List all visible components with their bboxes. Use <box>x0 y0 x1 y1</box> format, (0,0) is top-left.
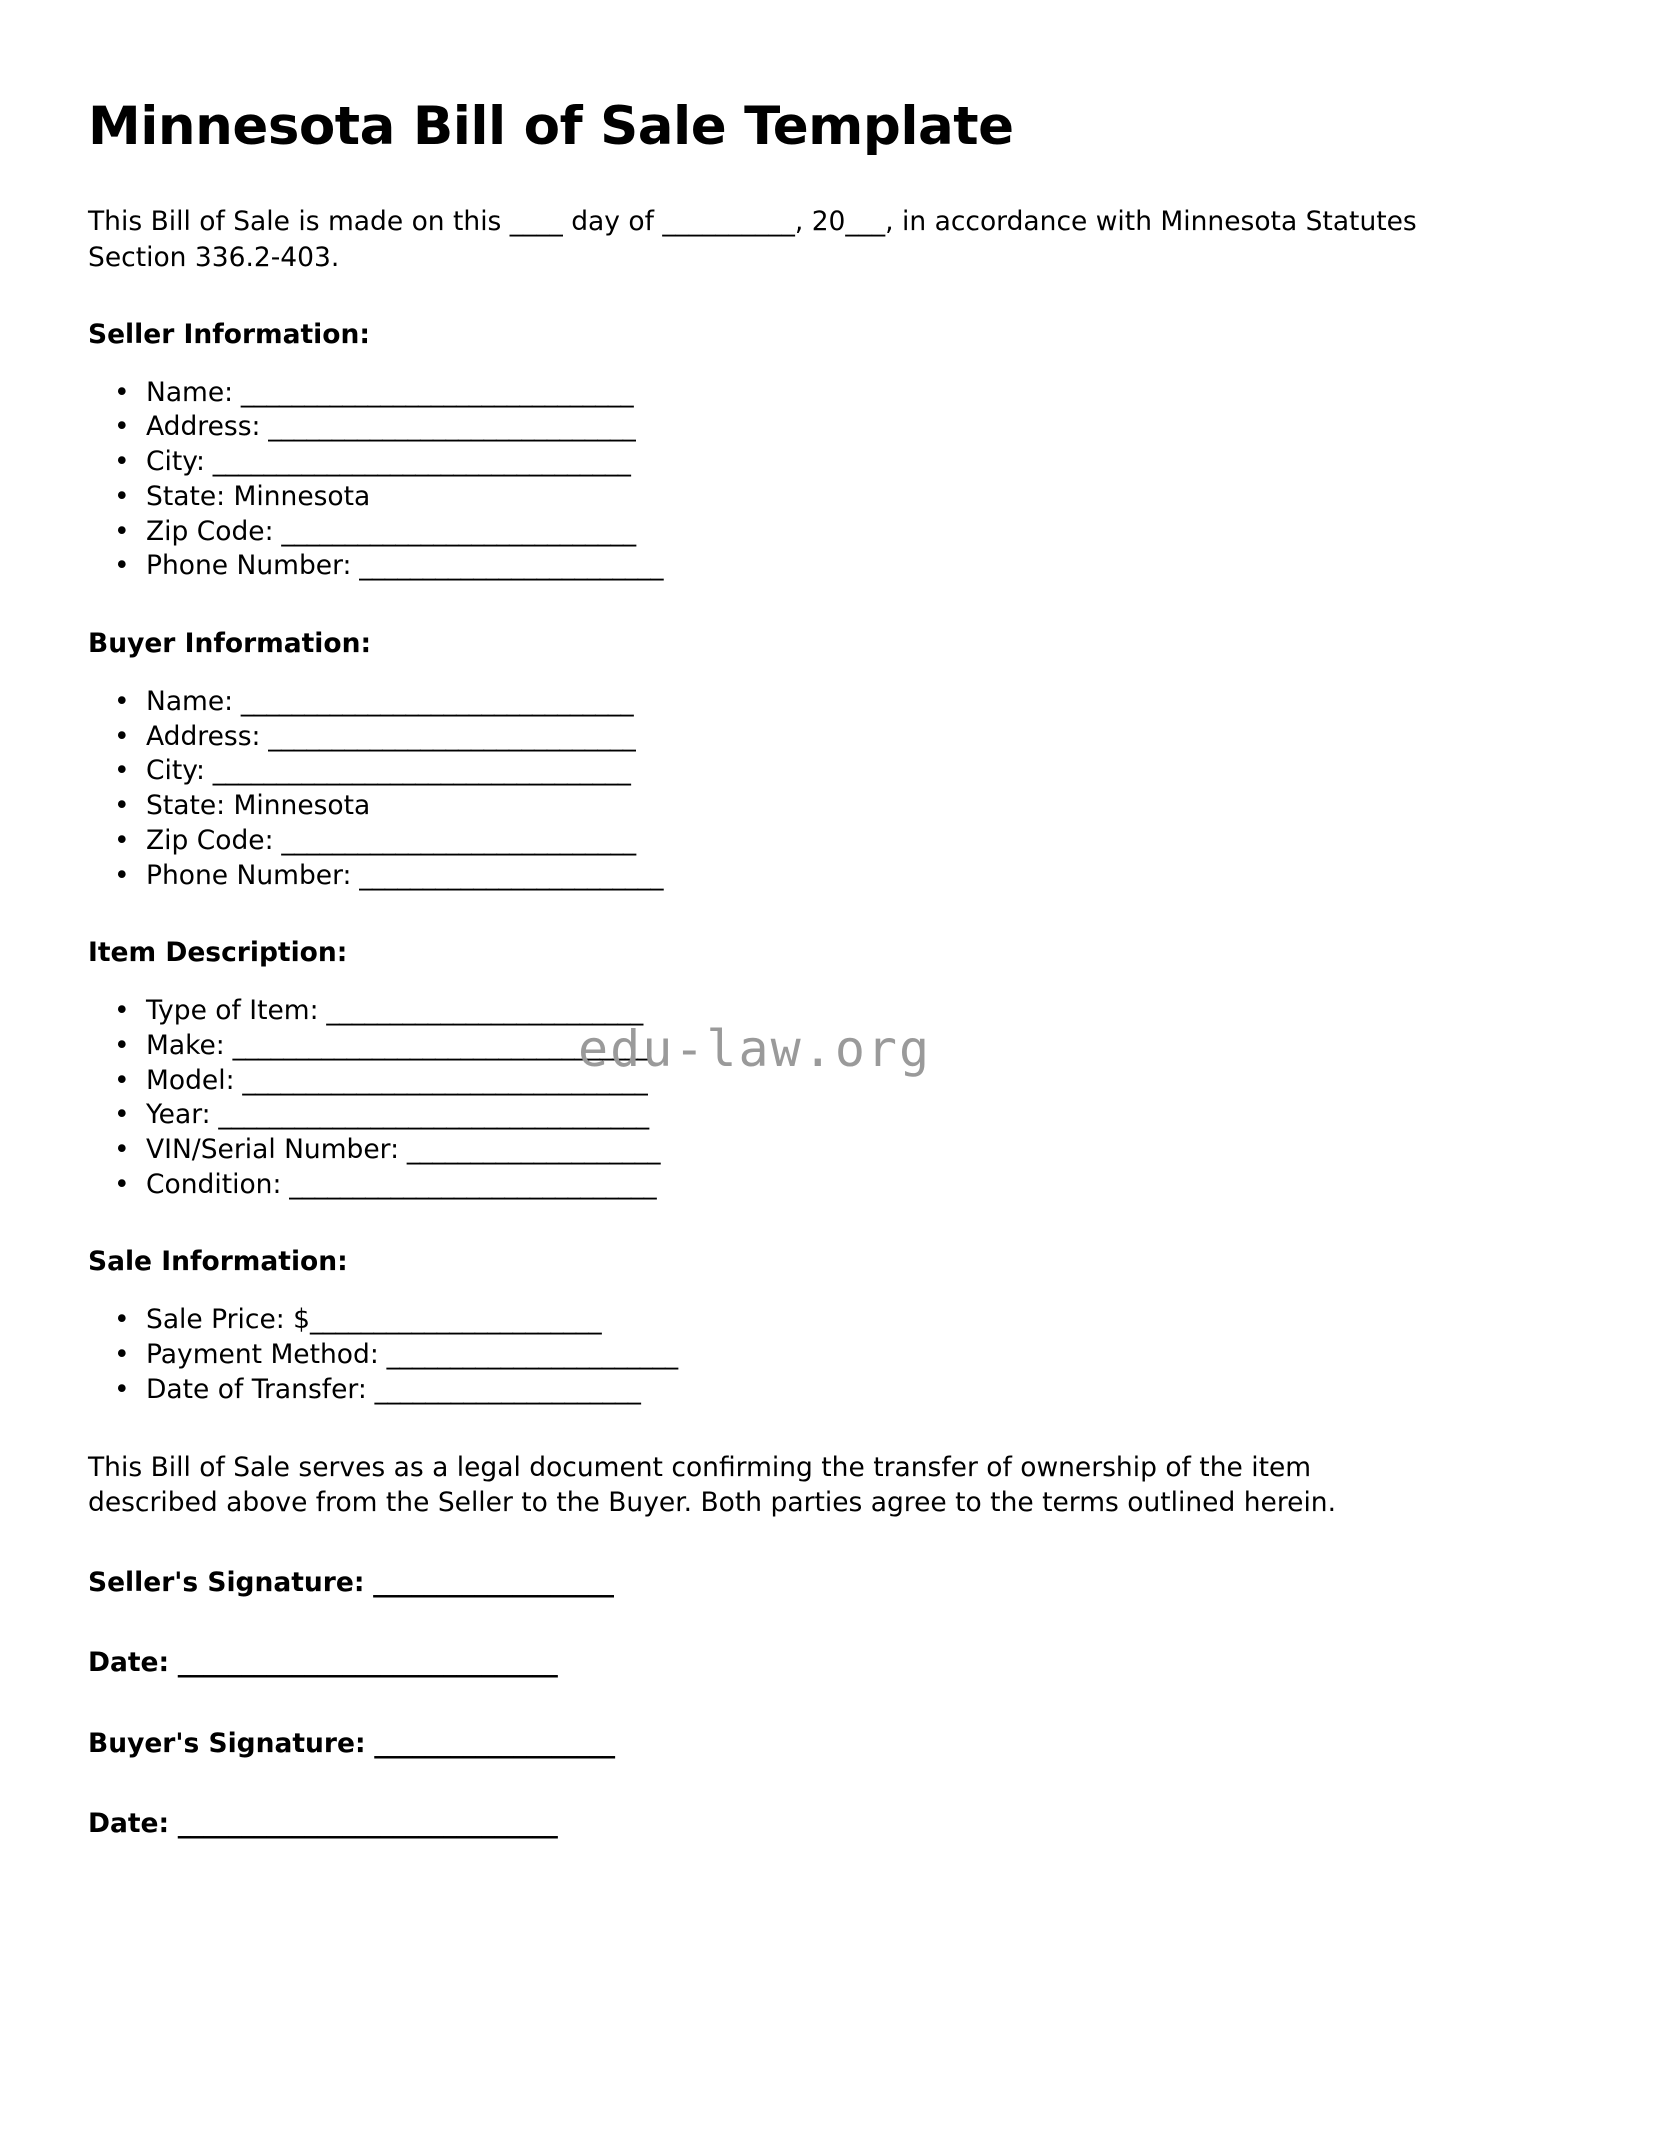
field-label: Payment Method: <box>146 1339 379 1371</box>
signature-block <box>88 1520 1548 1842</box>
field-label: Phone Number: <box>146 550 352 582</box>
signature-label: Buyer's Signature: <box>88 1727 366 1759</box>
sale-field-list <box>88 1277 1548 1407</box>
field-label: Zip Code: <box>146 515 274 547</box>
field-row <box>88 1029 1548 1064</box>
field-label: Model: <box>146 1064 235 1096</box>
field-label: Date of Transfer: <box>146 1373 367 1405</box>
field-row <box>88 720 1548 755</box>
field-row <box>88 1373 1548 1408</box>
field-row <box>88 685 1548 720</box>
field-label: State: <box>146 480 226 512</box>
field-row <box>88 1338 1548 1373</box>
field-blank[interactable]: _________________________________ <box>204 446 631 478</box>
field-row <box>88 824 1548 859</box>
signature-row <box>88 1761 1548 1841</box>
section-heading-item: Item Description: <box>88 937 348 969</box>
field-row <box>88 549 1548 584</box>
field-blank[interactable]: _____________________________ <box>281 1168 657 1200</box>
field-blank[interactable]: ________________________ <box>351 859 663 891</box>
field-label: Year: <box>146 1099 211 1131</box>
field-row <box>88 480 1548 515</box>
field-row <box>88 376 1548 411</box>
section-heading-seller: Seller Information: <box>88 318 370 350</box>
field-label: City: <box>146 446 205 478</box>
field-blank[interactable]: ____________________ <box>399 1134 660 1166</box>
field-row <box>88 445 1548 480</box>
field-blank[interactable]: ________________________________ <box>234 1064 648 1096</box>
field-label: State: <box>146 790 226 822</box>
field-blank[interactable]: ____________________________ <box>273 515 636 547</box>
field-row <box>88 754 1548 789</box>
field-label: Sale Price: $ <box>146 1304 311 1336</box>
signature-label: Date: <box>88 1808 170 1840</box>
field-blank[interactable]: _____________________ <box>366 1373 641 1405</box>
field-blank[interactable]: _______________________________ <box>233 376 634 408</box>
field-row <box>88 994 1548 1029</box>
closing-paragraph: This Bill of Sale serves as a legal document confirming the transfer of ownership of the item described above from the Seller to the Buyer. Both parties agree to the terms outlined herein. <box>88 1451 1337 1518</box>
field-row <box>88 1168 1548 1203</box>
field-blank[interactable]: _____________________________ <box>260 411 636 443</box>
signature-label: Date: <box>88 1647 170 1679</box>
field-label: Name: <box>146 685 234 717</box>
field-blank[interactable]: ________________________ <box>351 550 663 582</box>
site-watermark: edu-law.org <box>578 1020 932 1078</box>
signature-row <box>88 1600 1548 1680</box>
field-value: Minnesota <box>225 790 371 822</box>
field-label: Phone Number: <box>146 859 352 891</box>
field-label: Name: <box>146 376 234 408</box>
field-value: Minnesota <box>225 480 371 512</box>
signature-blank[interactable]: ______________________________ <box>169 1647 558 1679</box>
field-label: City: <box>146 755 205 787</box>
document-content <box>88 0 1548 1842</box>
field-label: Make: <box>146 1029 225 1061</box>
field-blank[interactable]: _______________________ <box>310 1304 601 1336</box>
field-row <box>88 1133 1548 1168</box>
seller-field-list <box>88 350 1548 584</box>
signature-blank[interactable]: ___________________ <box>365 1727 615 1759</box>
field-row <box>88 789 1548 824</box>
page-title: Minnesota Bill of Sale Template <box>88 96 1014 157</box>
field-label: Type of Item: <box>146 995 319 1027</box>
section-heading-sale: Sale Information: <box>88 1246 348 1278</box>
field-row <box>88 1303 1548 1338</box>
field-label: Address: <box>146 411 261 443</box>
signature-blank[interactable]: ___________________ <box>364 1567 614 1598</box>
section-heading-buyer: Buyer Information: <box>88 627 372 659</box>
field-label: Zip Code: <box>146 824 274 856</box>
signature-row <box>88 1681 1548 1761</box>
signature-row <box>88 1520 1548 1600</box>
field-blank[interactable]: ____________________________ <box>273 824 636 856</box>
field-blank[interactable]: _________________________ <box>318 995 643 1027</box>
field-label: Condition: <box>146 1168 282 1200</box>
field-blank[interactable]: _________________________________ <box>204 755 631 787</box>
field-blank[interactable]: _______________________ <box>378 1339 678 1371</box>
field-blank[interactable]: _________________________________ <box>224 1029 651 1061</box>
field-blank[interactable]: __________________________________ <box>210 1099 649 1131</box>
buyer-field-list <box>88 659 1548 893</box>
field-row <box>88 410 1548 445</box>
field-label: VIN/Serial Number: <box>146 1134 400 1166</box>
signature-label: Seller's Signature: <box>88 1567 365 1598</box>
field-label: Address: <box>146 720 261 752</box>
field-blank[interactable]: _______________________________ <box>233 685 634 717</box>
field-row <box>88 515 1548 550</box>
field-row <box>88 1064 1548 1099</box>
item-field-list <box>88 968 1548 1202</box>
field-row <box>88 859 1548 894</box>
signature-blank[interactable]: ______________________________ <box>169 1808 558 1840</box>
intro-paragraph: This Bill of Sale is made on this ____ day of __________, 20___, in accordance with Minnesota Statutes Section 336.2-403. <box>88 206 1417 273</box>
field-blank[interactable]: _____________________________ <box>260 720 636 752</box>
field-row <box>88 1098 1548 1133</box>
